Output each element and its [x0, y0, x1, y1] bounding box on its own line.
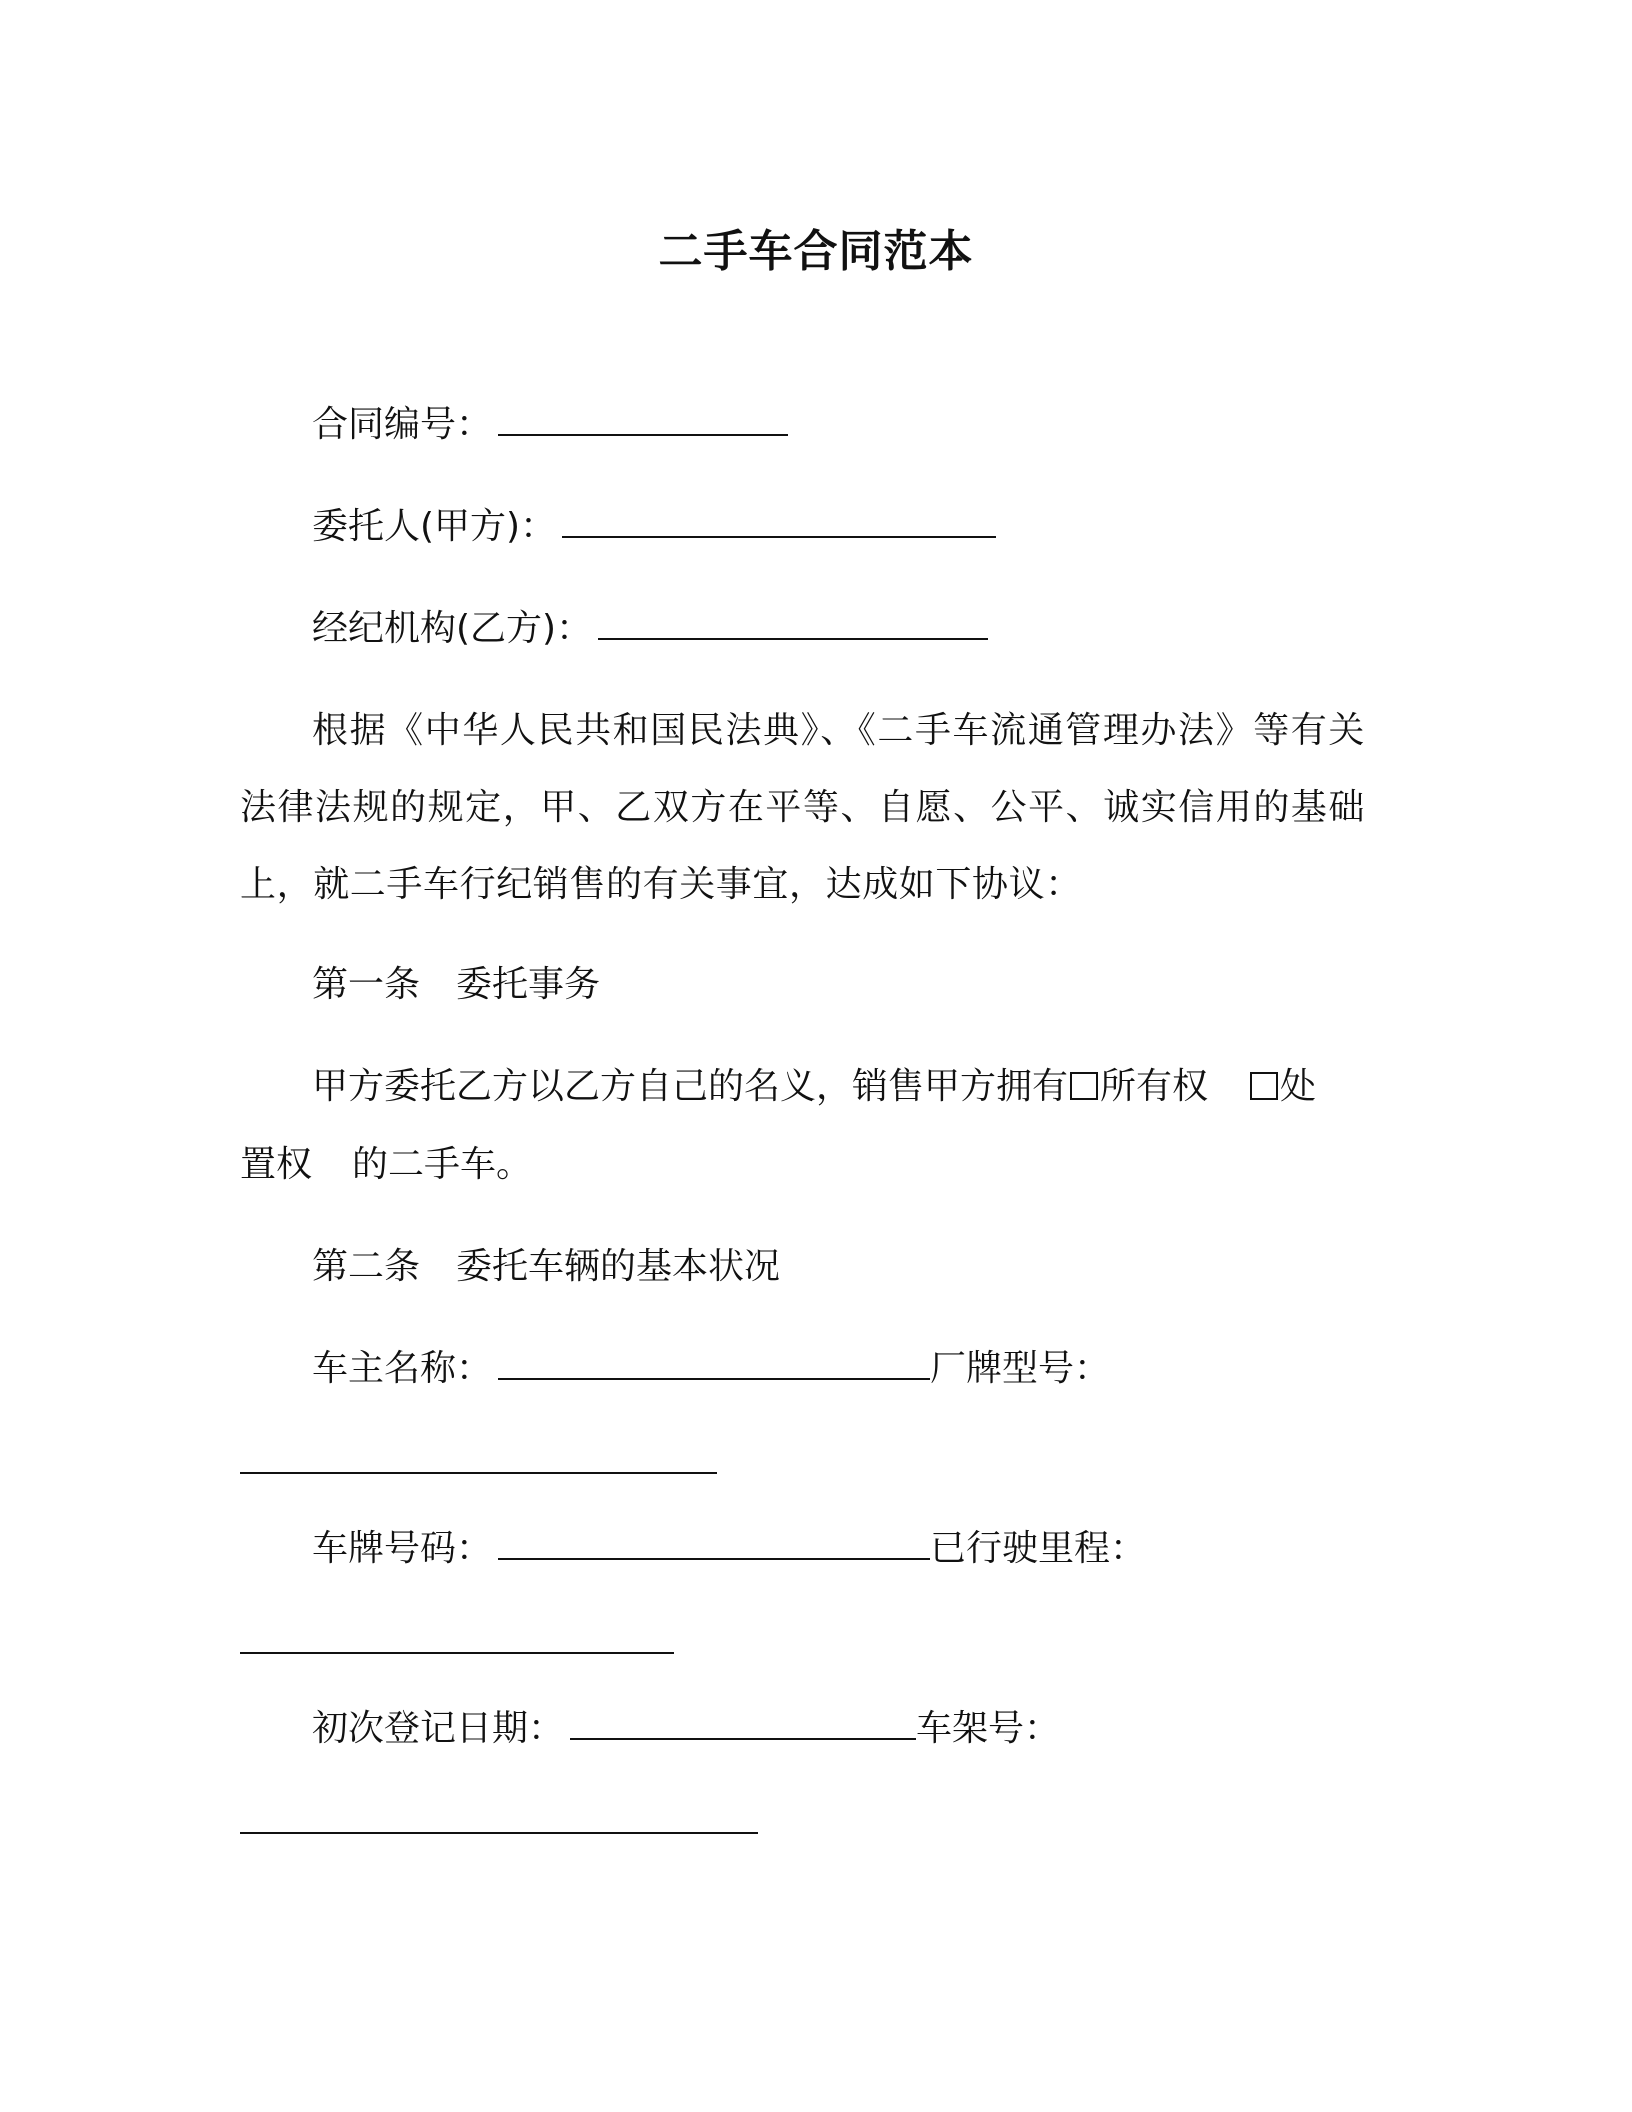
- article1-text: 甲方委托乙方以乙方自己的名义，销售甲方拥有: [312, 1066, 1069, 1107]
- disposal-checkbox[interactable]: [1250, 1072, 1278, 1100]
- reg-date-label: 初次登记日期：: [312, 1708, 565, 1749]
- contract-number-blank[interactable]: [498, 404, 788, 436]
- plate-blank[interactable]: [498, 1528, 930, 1560]
- ownership-label: 所有权: [1100, 1066, 1209, 1107]
- vin-label: 车架号：: [916, 1708, 1061, 1749]
- vin-blank[interactable]: [240, 1830, 758, 1834]
- mileage-label: 已行驶里程：: [930, 1528, 1147, 1569]
- owner-model-row: [240, 1344, 1472, 1394]
- principal-blank[interactable]: [562, 506, 996, 538]
- mileage-blank[interactable]: [240, 1650, 674, 1654]
- owner-label: 车主名称：: [312, 1348, 493, 1389]
- contract-number-field: [240, 400, 1472, 450]
- article1-line1: [240, 1062, 1472, 1112]
- preamble-paragraph: 根据《中华人民共和国民法典》、《二手车流通管理办法》等有关法律法规的规定，甲、乙双方在平等、自愿、公平、诚实信用的基础上，就二手车行纪销售的有关事宜，达成如下协议：: [240, 710, 1365, 905]
- reg-date-blank[interactable]: [570, 1708, 916, 1740]
- agency-blank[interactable]: [598, 608, 988, 640]
- document-title: 二手车合同范本: [658, 226, 974, 277]
- disposal-label-end: 置权: [240, 1144, 313, 1185]
- agency-label: 经纪机构(乙方)：: [312, 608, 593, 649]
- owner-blank[interactable]: [498, 1348, 930, 1380]
- article2-heading: 第二条 委托车辆的基本状况: [312, 1246, 781, 1287]
- article1-heading: 第一条 委托事务: [312, 964, 601, 1005]
- article1-tail: 的二手车。: [352, 1144, 533, 1185]
- contract-number-label: 合同编号：: [312, 404, 493, 445]
- ownership-checkbox[interactable]: [1070, 1072, 1098, 1100]
- article1-line2: [240, 1140, 532, 1190]
- principal-label: 委托人(甲方)：: [312, 506, 557, 547]
- plate-mileage-row: [240, 1524, 1472, 1574]
- model-blank[interactable]: [240, 1470, 717, 1474]
- agency-field: [240, 604, 1472, 654]
- regdate-vin-row: [240, 1704, 1472, 1754]
- disposal-label-start: 处: [1280, 1066, 1317, 1107]
- plate-label: 车牌号码：: [312, 1528, 493, 1569]
- model-label: 厂牌型号：: [930, 1348, 1111, 1389]
- principal-field: [240, 502, 1472, 552]
